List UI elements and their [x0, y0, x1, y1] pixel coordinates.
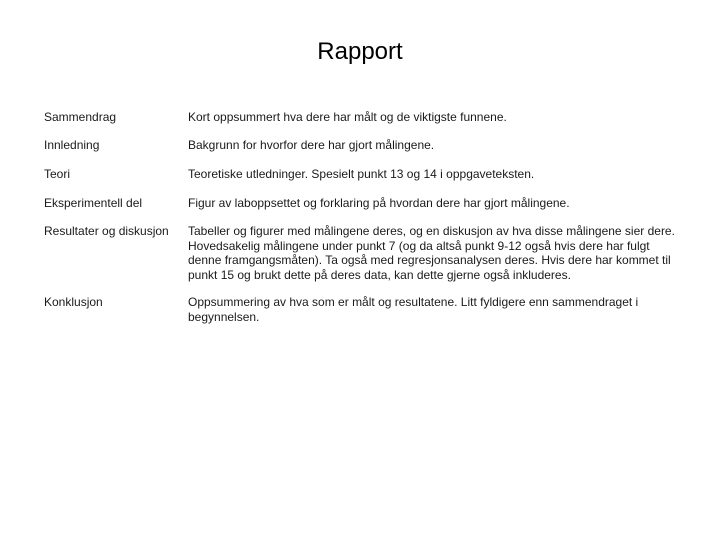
slide-title: Rapport	[317, 38, 403, 65]
section-description: Tabeller og figurer med målingene deres, og en diskusjon av hva disse målingene sier dere. Hovedsakelig målingene under punkt 7 (og da altså punkt 9-12 også hvis dere har fulgt denne framgangsmåten). Ta også med regresjonsanalysen deres. Hvis dere har kommet til punkt 15 og brukt dette på deres data, kan dette gjerne også inkluderes.	[188, 224, 675, 282]
section-label: Konklusjon	[44, 295, 103, 309]
section-description: Kort oppsummert hva dere har målt og de viktigste funnene.	[188, 110, 507, 124]
section-label: Sammendrag	[44, 110, 117, 124]
section-description: Oppsummering av hva som er målt og resultatene. Litt fyldigere enn sammendraget i begynnelsen.	[188, 295, 639, 324]
section-label: Innledning	[44, 138, 100, 152]
section-description: Figur av laboppsettet og forklaring på hvordan dere har gjort målingene.	[188, 196, 570, 210]
section-description: Teoretiske utledninger. Spesielt punkt 13 og 14 i oppgaveteksten.	[188, 167, 535, 181]
section-label: Eksperimentell del	[44, 196, 143, 210]
section-description: Bakgrunn for hvorfor dere har gjort målingene.	[188, 138, 435, 152]
section-label: Resultater og diskusjon	[44, 224, 169, 238]
section-label: Teori	[44, 167, 71, 181]
